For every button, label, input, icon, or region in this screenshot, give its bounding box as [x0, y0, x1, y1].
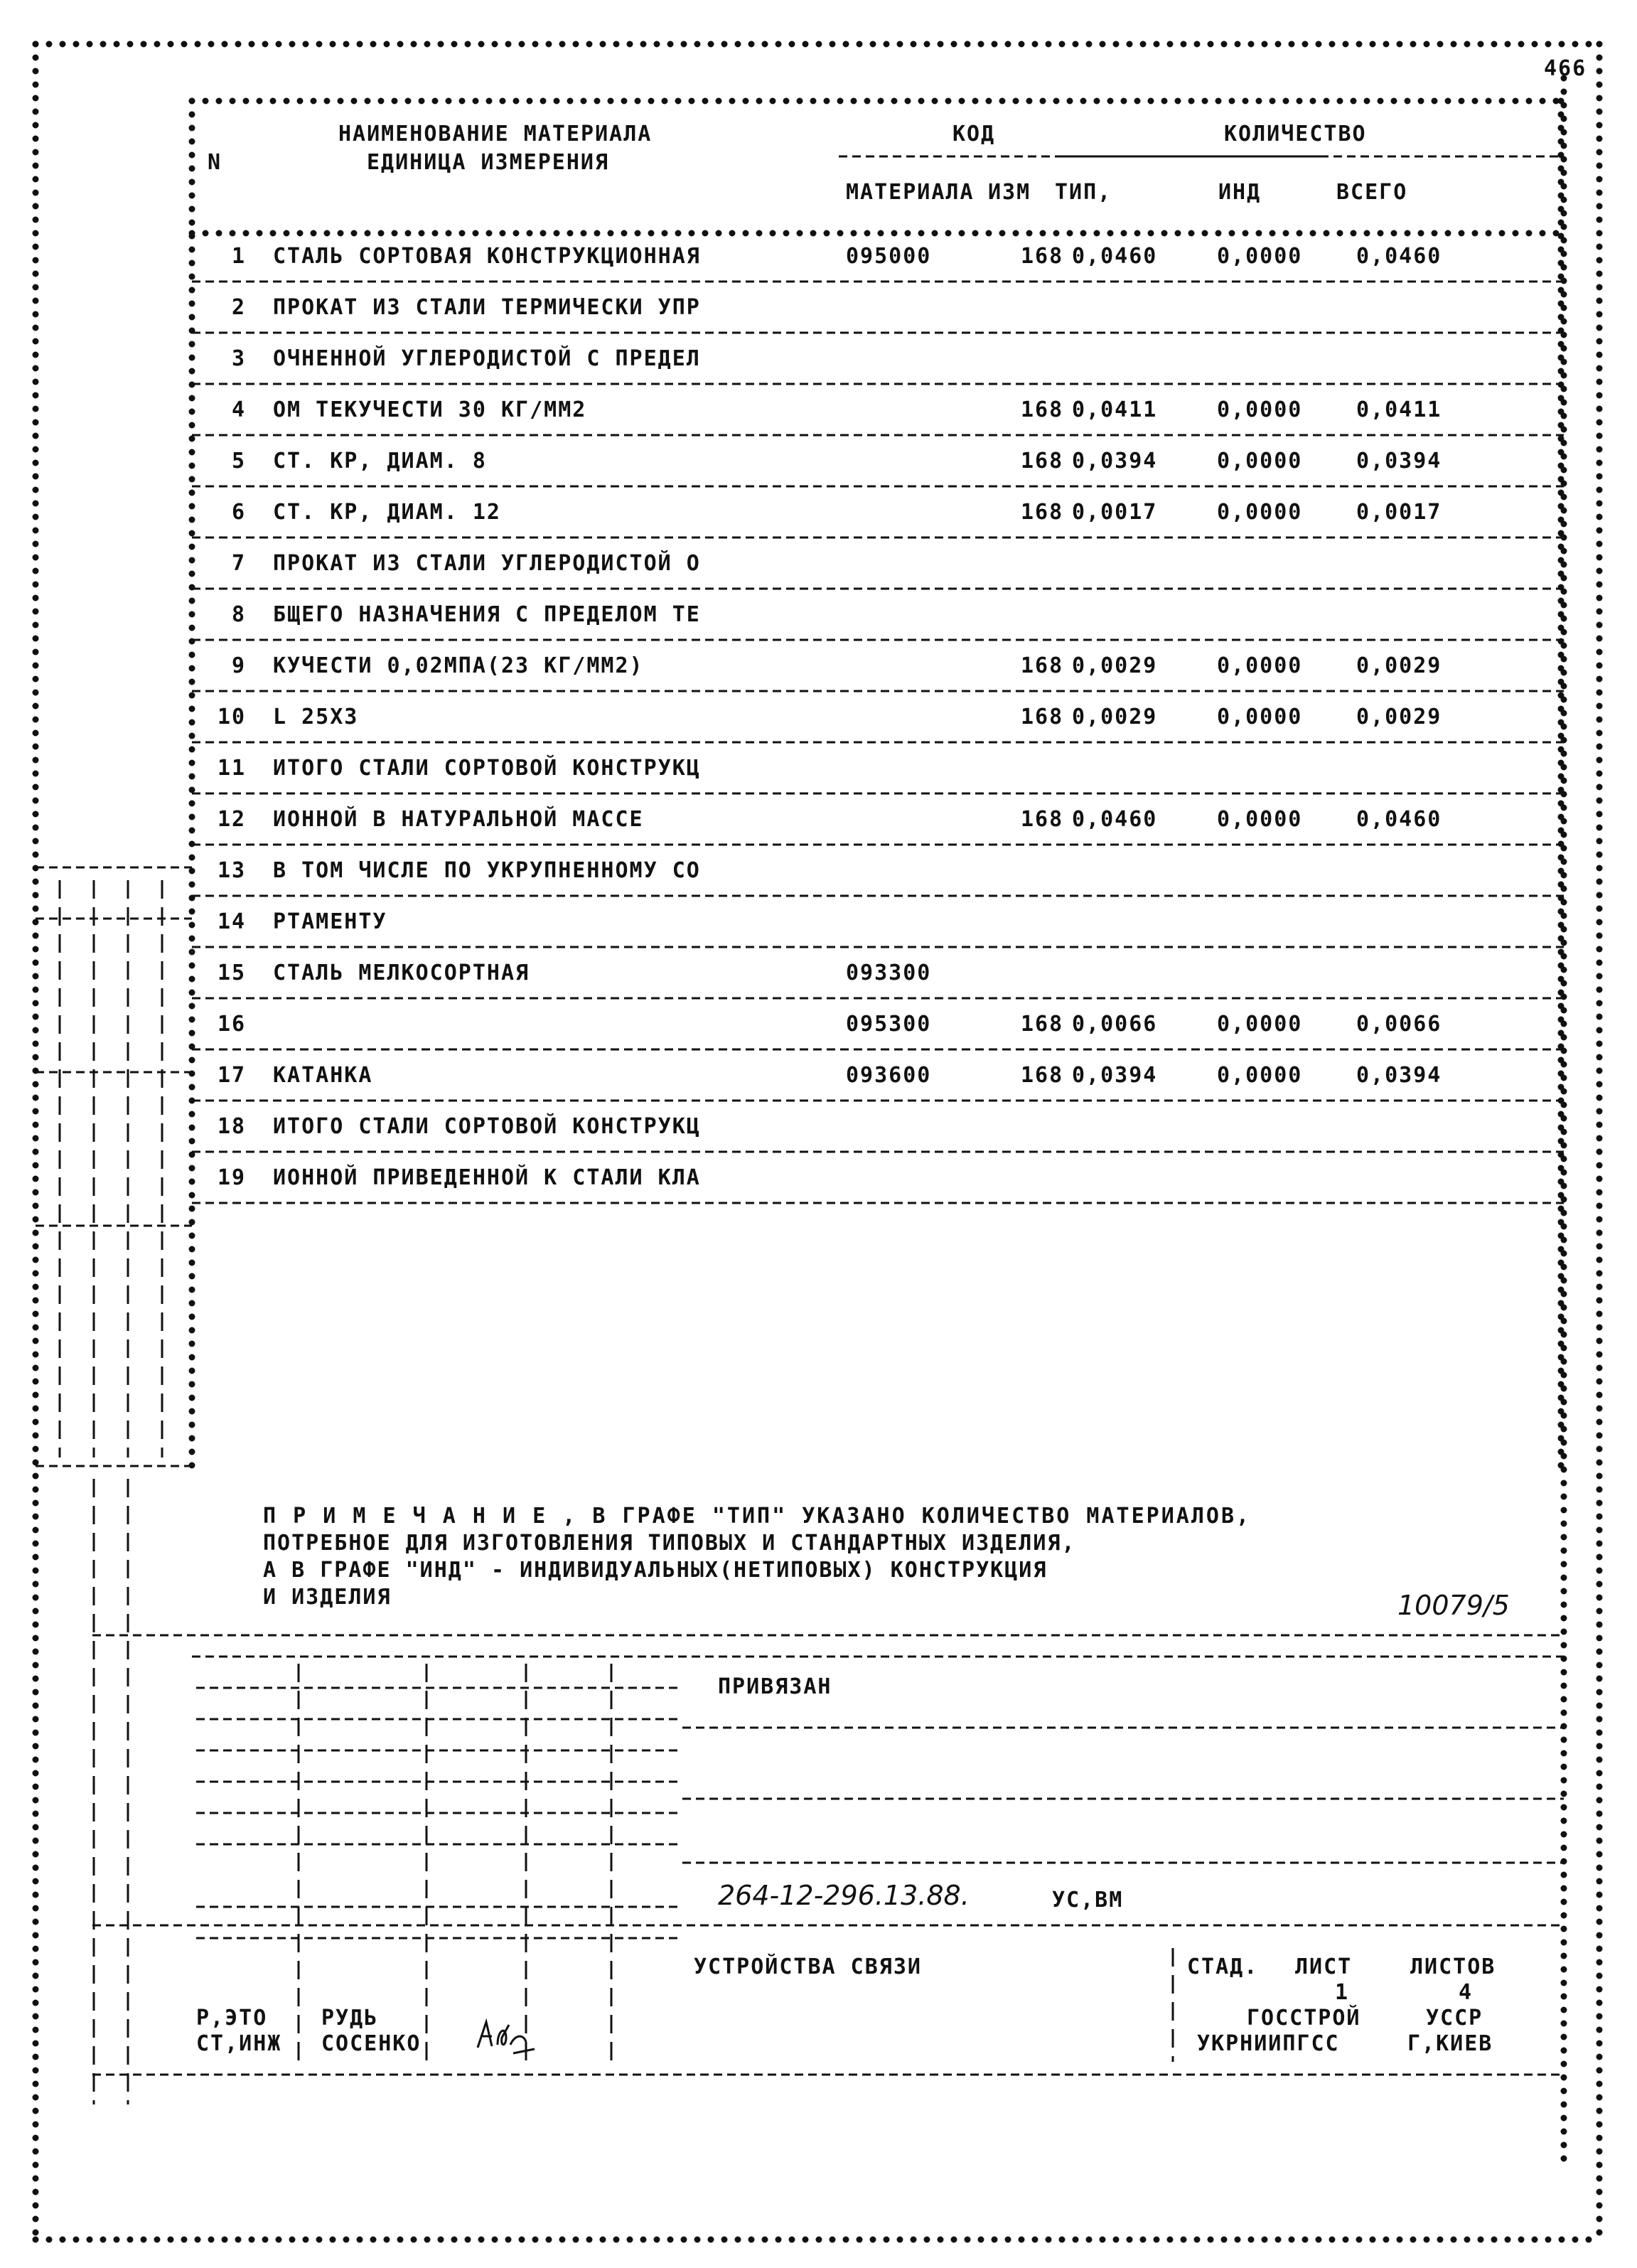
- row-total-cell: 0,0066: [1356, 1012, 1442, 1037]
- row-name-cell: ИОННОЙ В НАТУРАЛЬНОЙ МАССЕ: [273, 807, 644, 832]
- row-n-cell: 10: [218, 705, 247, 729]
- name-1: РУДЬ: [321, 2006, 379, 2031]
- row-name-cell: КУЧЕСТИ 0,02МПА(23 КГ/ММ2): [273, 653, 644, 678]
- row-name-cell: СТАЛЬ МЕЛКОСОРТНАЯ: [273, 961, 530, 985]
- row-name-cell: ПРОКАТ ИЗ СТАЛИ УГЛЕРОДИСТОЙ О: [273, 551, 701, 576]
- row-unit-cell: 168: [1021, 449, 1064, 474]
- row-name-cell: СТ. КР, ДИАМ. 12: [273, 500, 501, 525]
- sheet-label: ЛИСТ: [1295, 1954, 1353, 1979]
- row-name-cell: ОЧНЕННОЙ УГЛЕРОДИСТОЙ С ПРЕДЕЛ: [273, 346, 701, 371]
- row-n-cell: 13: [218, 858, 247, 883]
- row-tip-cell: 0,0411: [1072, 397, 1158, 422]
- row-n-cell: 18: [218, 1114, 247, 1139]
- row-code-cell: 095000: [846, 244, 932, 269]
- row-ind-cell: 0,0000: [1217, 705, 1303, 729]
- row-n-cell: 2: [232, 295, 247, 320]
- row-n-cell: 7: [232, 551, 247, 576]
- row-name-cell: КАТАНКА: [273, 1063, 373, 1088]
- row-n-cell: 11: [218, 756, 247, 781]
- row-ind-cell: 0,0000: [1217, 449, 1303, 474]
- row-code-cell: 093600: [846, 1063, 932, 1088]
- header-name-line2: ЕДИНИЦА ИЗМЕРЕНИЯ: [367, 150, 610, 175]
- row-tip-cell: 0,0029: [1072, 705, 1158, 729]
- org-line2-right: Г,КИЕВ: [1407, 2031, 1493, 2056]
- header-qty-total: ВСЕГО: [1336, 180, 1408, 205]
- row-ind-cell: 0,0000: [1217, 1012, 1303, 1037]
- row-n-cell: 16: [218, 1012, 247, 1037]
- sheets-label: ЛИСТОВ: [1410, 1954, 1496, 1979]
- row-name-cell: БЩЕГО НАЗНАЧЕНИЯ С ПРЕДЕЛОМ ТЕ: [273, 602, 701, 627]
- header-num-col: N: [208, 150, 222, 175]
- sheet-value: 1: [1335, 1980, 1350, 2005]
- document-number: 264-12-296.13.88.: [718, 1880, 970, 1911]
- row-tip-cell: 0,0394: [1072, 1063, 1158, 1088]
- row-tip-cell: 0,0066: [1072, 1012, 1158, 1037]
- role-2: СТ,ИНЖ: [196, 2031, 282, 2056]
- note-line2: ПОТРЕБНОЕ ДЛЯ ИЗГОТОВЛЕНИЯ ТИПОВЫХ И СТАНДАРТНЫХ ИЗДЕЛИЯ,: [263, 1531, 1076, 1556]
- header-qty-group: КОЛИЧЕСТВО: [1224, 122, 1367, 146]
- row-name-cell: РТАМЕНТУ: [273, 909, 387, 934]
- row-name-cell: L 25Х3: [273, 705, 359, 729]
- row-unit-cell: 168: [1021, 397, 1064, 422]
- row-unit-cell: 168: [1021, 1012, 1064, 1037]
- row-ind-cell: 0,0000: [1217, 500, 1303, 525]
- row-n-cell: 6: [232, 500, 247, 525]
- row-unit-cell: 168: [1021, 1063, 1064, 1088]
- org-line1-left: ГОССТРОЙ: [1247, 2006, 1361, 2031]
- row-name-cell: ИОННОЙ ПРИВЕДЕННОЙ К СТАЛИ КЛА: [273, 1165, 701, 1190]
- sheet-corner-number: 466: [1544, 56, 1587, 81]
- row-n-cell: 14: [218, 909, 247, 934]
- row-tip-cell: 0,0029: [1072, 653, 1158, 678]
- row-total-cell: 0,0394: [1356, 449, 1442, 474]
- row-name-cell: ИТОГО СТАЛИ СОРТОВОЙ КОНСТРУКЦ: [273, 756, 701, 781]
- row-n-cell: 4: [232, 397, 247, 422]
- handwritten-signature: [473, 2016, 537, 2059]
- row-unit-cell: 168: [1021, 244, 1064, 269]
- row-unit-cell: 168: [1021, 653, 1064, 678]
- note-line4: И ИЗДЕЛИЯ: [263, 1585, 392, 1610]
- row-tip-cell: 0,0460: [1072, 244, 1158, 269]
- row-n-cell: 3: [232, 346, 247, 371]
- name-2: СОСЕНКО: [321, 2031, 422, 2056]
- row-total-cell: 0,0029: [1356, 653, 1442, 678]
- row-tip-cell: 0,0460: [1072, 807, 1158, 832]
- row-name-cell: ПРОКАТ ИЗ СТАЛИ ТЕРМИЧЕСКИ УПР: [273, 295, 701, 320]
- row-code-cell: 095300: [846, 1012, 932, 1037]
- object-name: УСТРОЙСТВА СВЯЗИ: [694, 1954, 922, 1979]
- note-line1: П Р И М Е Ч А Н И Е , В ГРАФЕ "ТИП" УКАЗАНО КОЛИЧЕСТВО МАТЕРИАЛОВ,: [263, 1504, 1252, 1529]
- note-line3: А В ГРАФЕ "ИНД" - ИНДИВИДУАЛЬНЫХ(НЕТИПОВЫХ) КОНСТРУКЦИЯ: [263, 1558, 1048, 1583]
- row-n-cell: 19: [218, 1165, 247, 1190]
- row-name-cell: В ТОМ ЧИСЛЕ ПО УКРУПНЕННОМУ СО: [273, 858, 701, 883]
- row-unit-cell: 168: [1021, 705, 1064, 729]
- row-total-cell: 0,0394: [1356, 1063, 1442, 1088]
- role-1: Р,ЭТО: [196, 2006, 268, 2031]
- row-n-cell: 1: [232, 244, 247, 269]
- row-unit-cell: 168: [1021, 500, 1064, 525]
- row-ind-cell: 0,0000: [1217, 397, 1303, 422]
- row-n-cell: 9: [232, 653, 247, 678]
- row-name-cell: ИТОГО СТАЛИ СОРТОВОЙ КОНСТРУКЦ: [273, 1114, 701, 1139]
- header-code-group: КОД: [952, 122, 996, 146]
- row-total-cell: 0,0017: [1356, 500, 1442, 525]
- stage-label: СТАД.: [1187, 1954, 1259, 1979]
- row-unit-cell: 168: [1021, 807, 1064, 832]
- row-total-cell: 0,0460: [1356, 244, 1442, 269]
- privyazan-label: ПРИВЯЗАН: [718, 1674, 832, 1699]
- row-total-cell: 0,0460: [1356, 807, 1442, 832]
- row-n-cell: 8: [232, 602, 247, 627]
- org-line2-left: УКРНИИПГСС: [1197, 2031, 1340, 2056]
- document-suffix: УС,ВМ: [1052, 1888, 1124, 1913]
- row-ind-cell: 0,0000: [1217, 244, 1303, 269]
- header-name-line1: НАИМЕНОВАНИЕ МАТЕРИАЛА: [338, 122, 653, 146]
- row-n-cell: 17: [218, 1063, 247, 1088]
- row-name-cell: СТАЛЬ СОРТОВАЯ КОНСТРУКЦИОННАЯ: [273, 244, 701, 269]
- row-total-cell: 0,0029: [1356, 705, 1442, 729]
- header-code-unit: ИЗМ: [988, 180, 1031, 205]
- row-n-cell: 12: [218, 807, 247, 832]
- org-line1-right: УССР: [1426, 2006, 1483, 2031]
- row-code-cell: 093300: [846, 961, 932, 985]
- sheets-value: 4: [1459, 1980, 1474, 2005]
- row-ind-cell: 0,0000: [1217, 1063, 1303, 1088]
- row-tip-cell: 0,0394: [1072, 449, 1158, 474]
- header-qty-ind: ИНД: [1218, 180, 1262, 205]
- row-name-cell: СТ. КР, ДИАМ. 8: [273, 449, 487, 474]
- row-n-cell: 5: [232, 449, 247, 474]
- row-ind-cell: 0,0000: [1217, 653, 1303, 678]
- row-tip-cell: 0,0017: [1072, 500, 1158, 525]
- row-ind-cell: 0,0000: [1217, 807, 1303, 832]
- row-n-cell: 15: [218, 961, 247, 985]
- handwritten-inventory-number: 10079/5: [1397, 1590, 1510, 1621]
- row-name-cell: ОМ ТЕКУЧЕСТИ 30 КГ/ММ2: [273, 397, 587, 422]
- header-code-material: МАТЕРИАЛА: [846, 180, 975, 205]
- header-qty-tip: ТИП,: [1055, 180, 1112, 205]
- row-total-cell: 0,0411: [1356, 397, 1442, 422]
